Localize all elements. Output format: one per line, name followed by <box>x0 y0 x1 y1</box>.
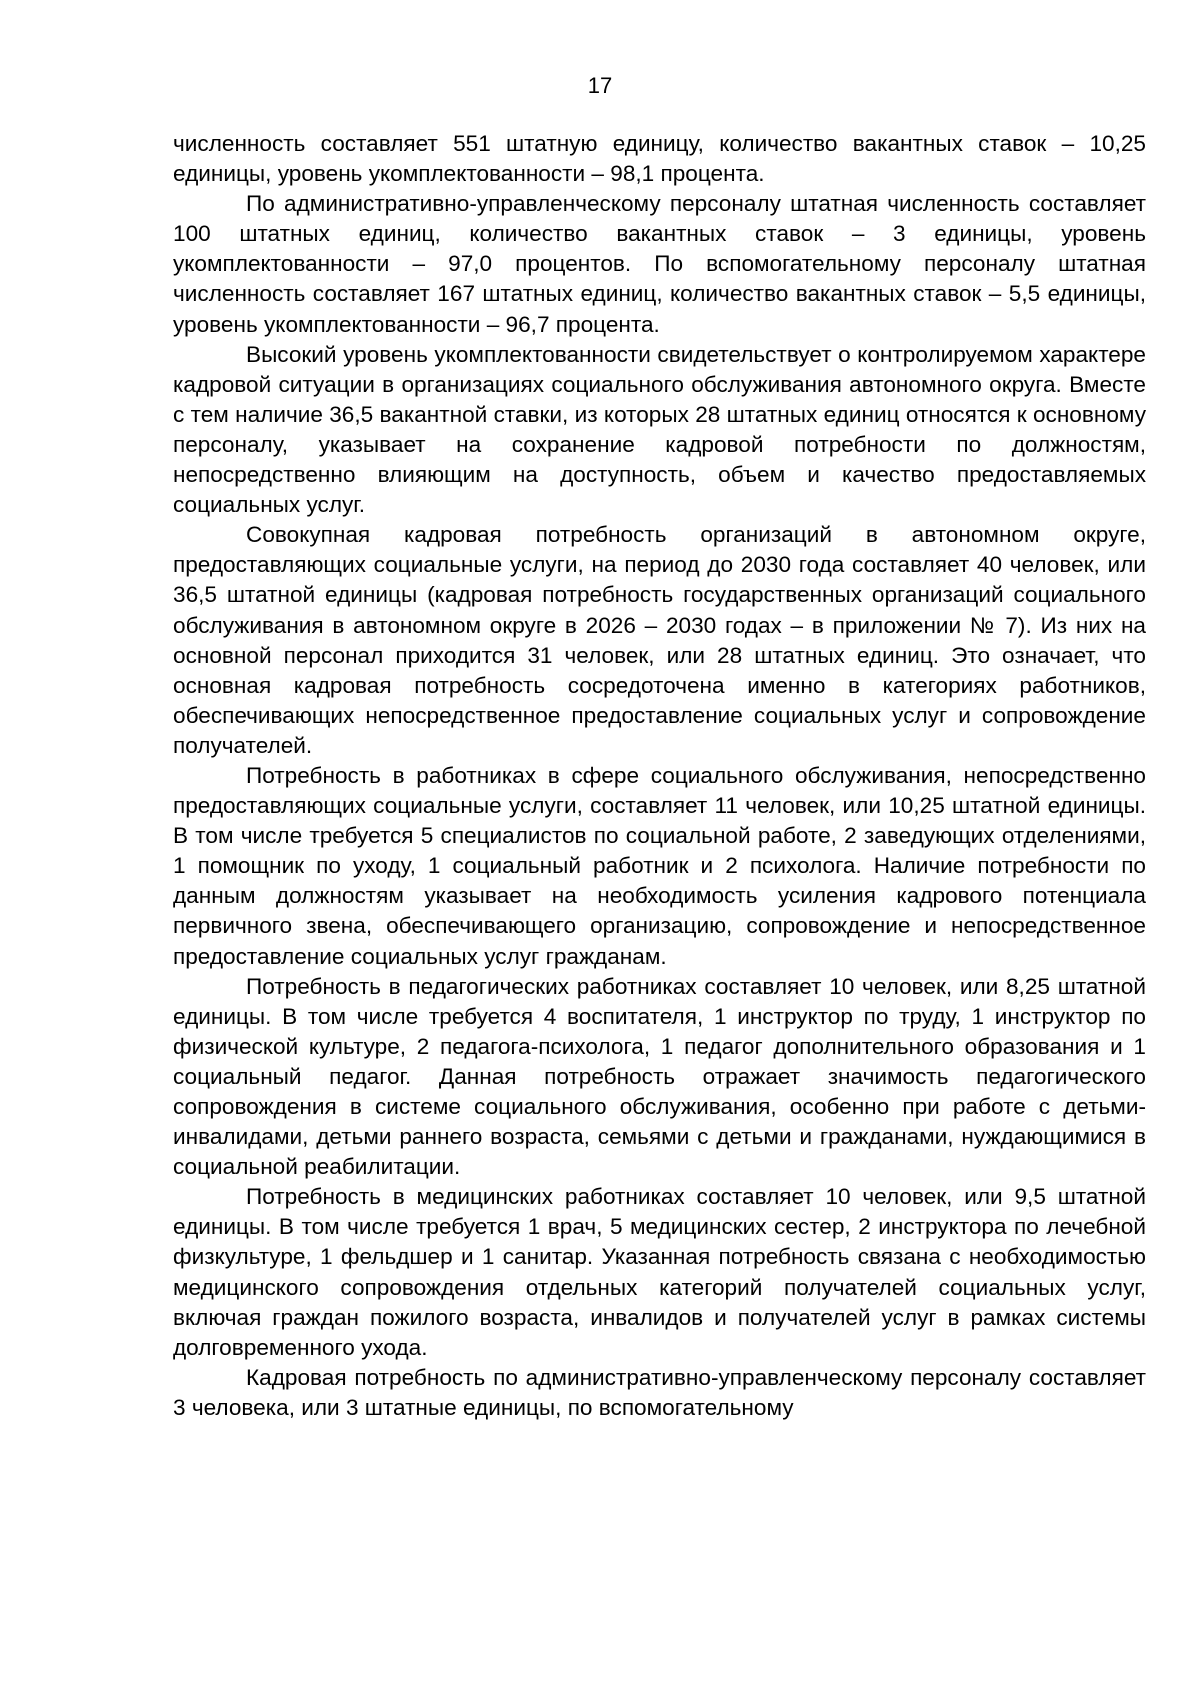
paragraph-admin-auxiliary-staff: По административно-управленческому персоналу штатная численность составляет 100 штатных единиц, количество вакантных ставок – 3 единицы, уровень укомплектованности – 97,0 процентов. По вспомогательному персоналу штатная численность составляет 167 штатных единиц, количество вакантных ставок – 5,5 единицы, уровень укомплектованности – 96,7 процента. <box>173 191 1146 337</box>
page-number: 17 <box>587 73 613 98</box>
paragraph-pedagogical-need: Потребность в педагогических работниках составляет 10 человек, или 8,25 штатной единицы. В том числе требуется 4 воспитателя, 1 инструктор по труду, 1 инструктор по физической культуре, 2 педагога-психолога, 1 педагог дополнительного образования и 1 социальный педагог. Данная потребность отражает значимость педагогического сопровождения в системе социального обслуживания, особенно при работе с детьми-инвалидами, детьми раннего возраста, семьями с детьми и гражданами, нуждающимися в социальной реабилитации. <box>173 973 1146 1180</box>
paragraph-total-staff-need: Совокупная кадровая потребность организаций в автономном округе, предоставляющих социальные услуги, на период до 2030 года составляет 40 человек, или 36,5 штатной единицы (кадровая потребность государственных организаций социального обслуживания в автономном округе в 2026 – 2030 годах – в приложении № 7). Из них на основной персонал приходится 31 человек, или 28 штатных единиц. Это означает, что основная кадровая потребность сосредоточена именно в категориях работников, обеспечивающих непосредственное предоставление социальных услуг и сопровождение получателей. <box>173 522 1146 758</box>
paragraph-medical-need: Потребность в медицинских работниках составляет 10 человек, или 9,5 штатной единицы. В том числе требуется 1 врач, 5 медицинских сестер, 2 инструктора по лечебной физкультуре, 1 фельдшер и 1 санитар. Указанная потребность связана с необходимостью медицинского сопровождения отдельных категорий получателей социальных услуг, включая граждан пожилого возраста, инвалидов и получателей услуг в рамках системы долговременного ухода. <box>173 1184 1146 1360</box>
document-body <box>173 129 1146 1423</box>
paragraph-admin-need: Кадровая потребность по административно-управленческому персоналу составляет 3 человека, или 3 штатные единицы, по вспомогательному <box>173 1364 1146 1420</box>
paragraph-social-workers-need: Потребность в работниках в сфере социального обслуживания, непосредственно предоставляющих социальные услуги, составляет 11 человек, или 10,25 штатной единицы. В том числе требуется 5 специалистов по социальной работе, 2 заведующих отделениями, 1 помощник по уходу, 1 социальный работник и 2 психолога. Наличие потребности по данным должностям указывает на необходимость усиления кадрового потенциала первичного звена, обеспечивающего организацию, сопровождение и непосредственное предоставление социальных услуг гражданам. <box>173 762 1146 969</box>
paragraph-staffing-continuation: численность составляет 551 штатную единицу, количество вакантных ставок – 10,25 единицы, уровень укомплектованности – 98,1 процента. <box>173 131 1146 187</box>
paragraph-staffing-level: Высокий уровень укомплектованности свидетельствует о контролируемом характере кадровой ситуации в организациях социального обслуживания автономного округа. Вместе с тем наличие 36,5 вакантной ставки, из которых 28 штатных единиц относятся к основному персоналу, указывает на сохранение кадровой потребности по должностям, непосредственно влияющим на доступность, объем и качество предоставляемых социальных услуг. <box>173 341 1146 518</box>
